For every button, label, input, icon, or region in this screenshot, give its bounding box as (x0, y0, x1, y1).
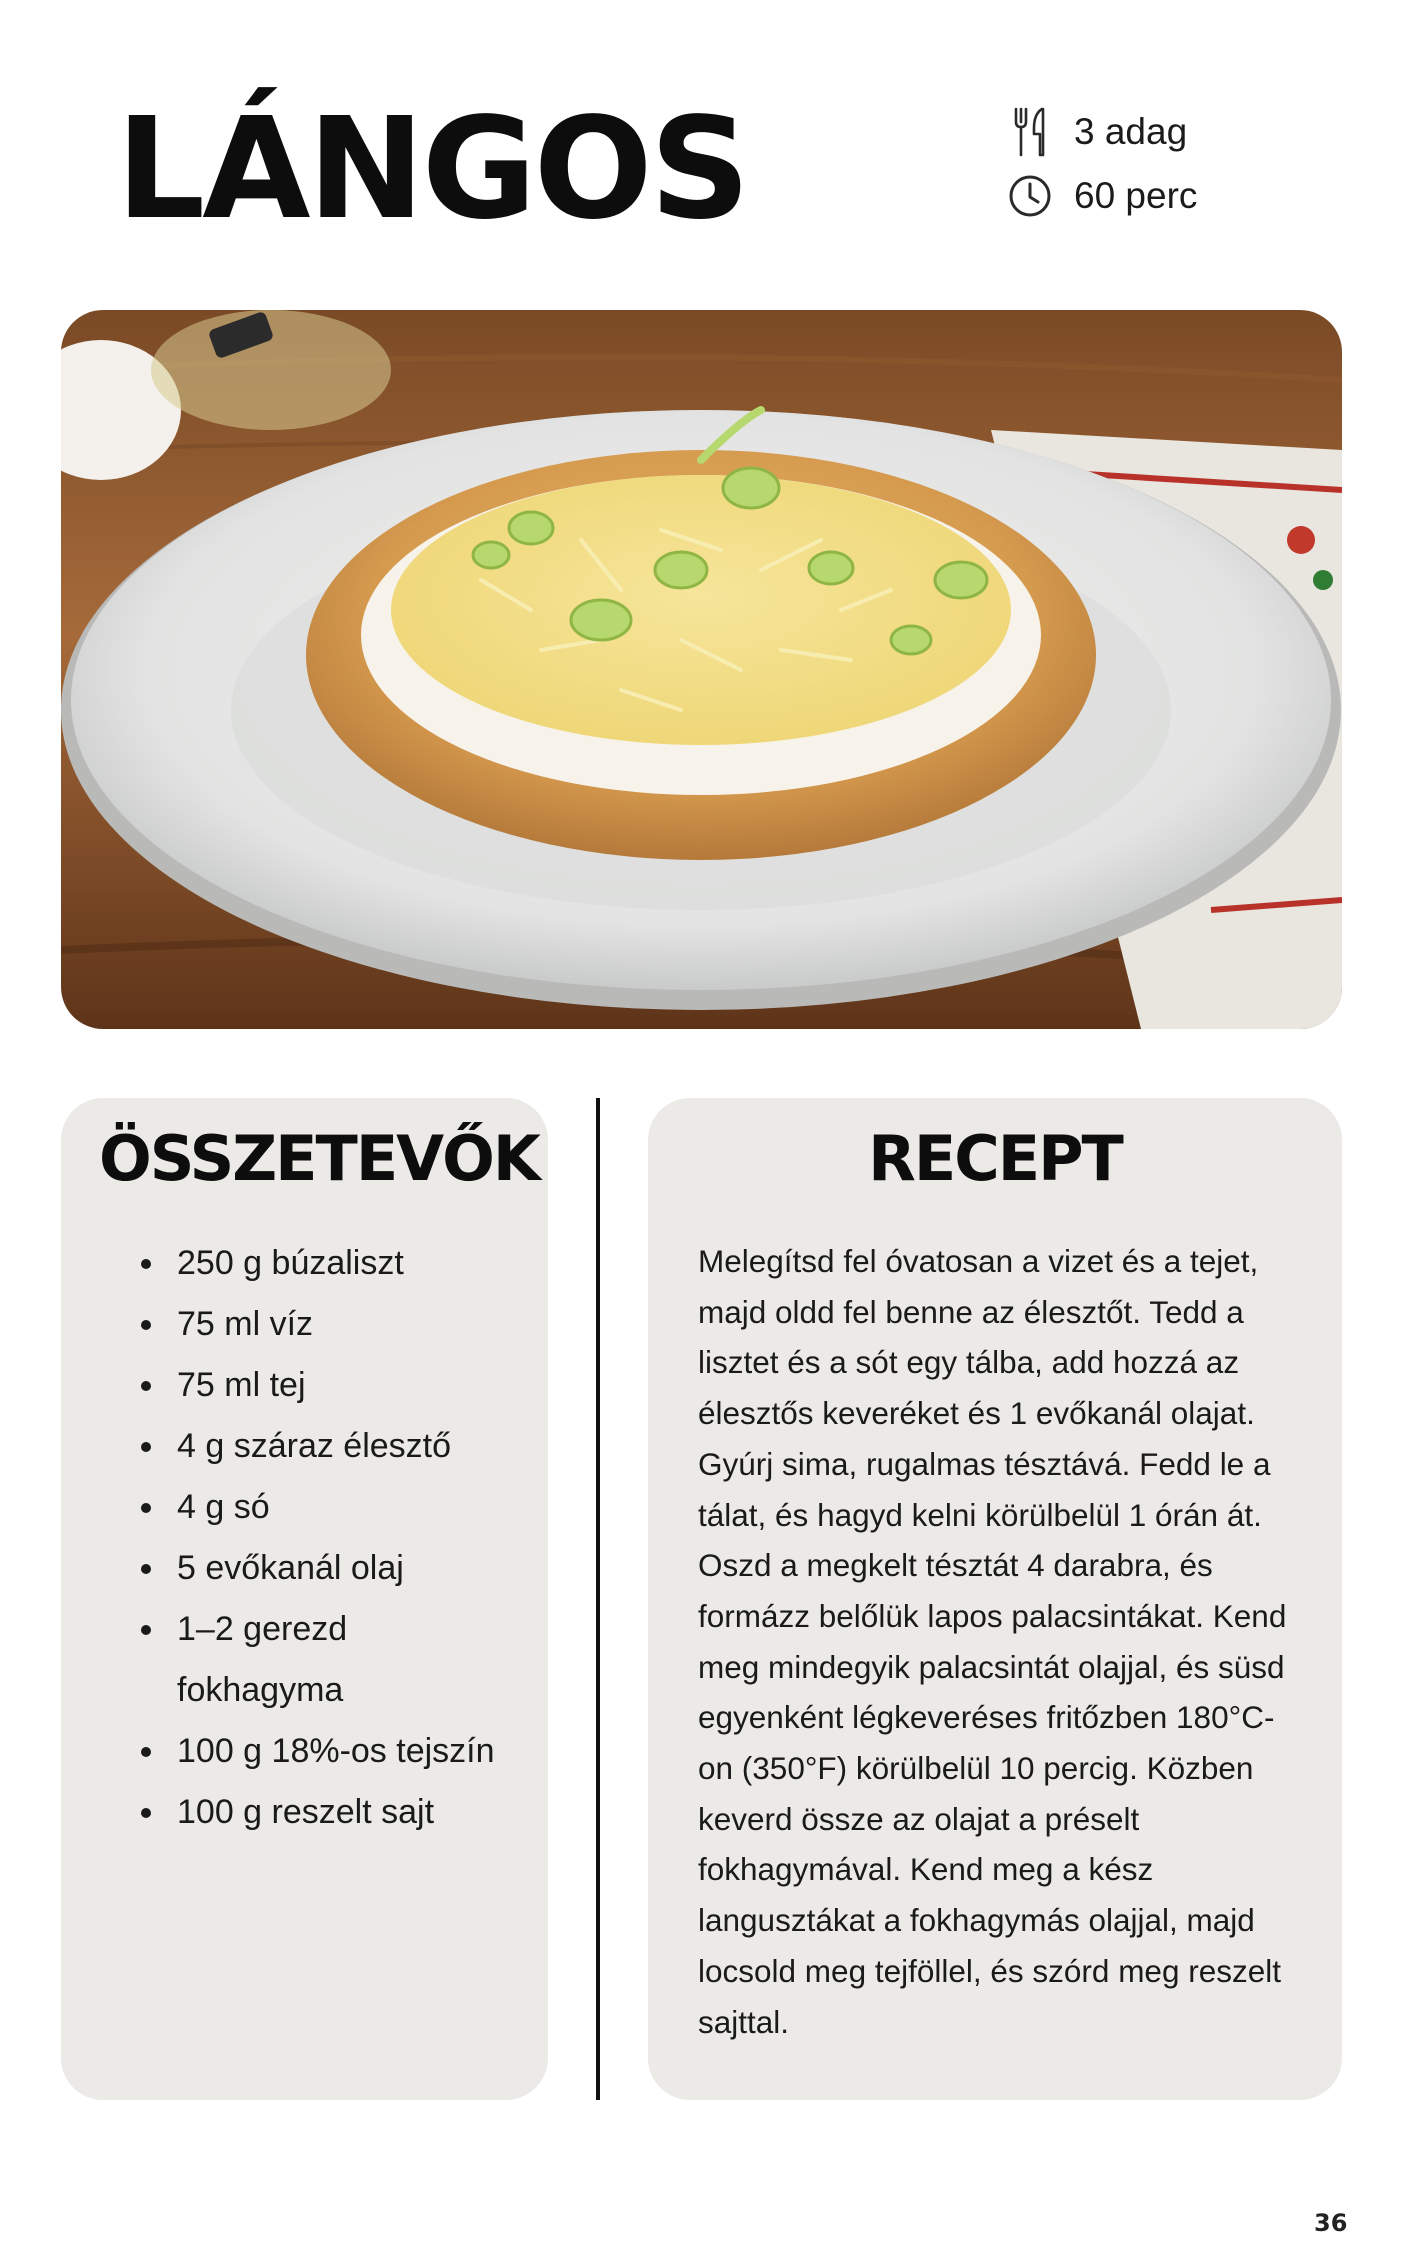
ingredients-heading: ÖSSZETEVŐK (99, 1122, 539, 1195)
page-number: 36 (1314, 2209, 1348, 2237)
food-photo (61, 310, 1342, 1029)
list-item: 100 g reszelt sajt (149, 1782, 519, 1843)
list-item: 1–2 gerezd fokhagyma (149, 1599, 519, 1721)
list-item: 250 g búzaliszt (149, 1233, 519, 1294)
ingredients-list (149, 1233, 519, 1843)
list-item: 75 ml tej (149, 1355, 519, 1416)
time-row (1008, 164, 1197, 228)
list-item: 4 g száraz élesztő (149, 1416, 519, 1477)
list-item: 4 g só (149, 1477, 519, 1538)
recipe-heading: RECEPT (868, 1122, 1122, 1195)
list-item: 100 g 18%-os tejszín (149, 1721, 519, 1782)
list-item: 75 ml víz (149, 1294, 519, 1355)
clock-icon (1008, 170, 1052, 222)
ingredients-card (61, 1098, 548, 2100)
recipe-instructions: Melegítsd fel óvatosan a vizet és a tejet, majd oldd fel benne az élesztőt. Tedd a lisztet és a sót egy tálba, add hozzá az élesztős keveréket és 1 evőkanál olajat. Gyúrj sima, rugalmas tésztává. Fedd le a tálat, és hagyd kelni körülbelül 1 órán át. Oszd a megkelt tésztát 4 darabra, és formázz belőlük lapos palacsintákat. Kend meg mindegyik palacsintát olajjal, és süsd egyenként légkeveréses fritőzben 180°C-on (350°F) körülbelül 10 percig. Közben keverd össze az olajat a préselt fokhagymával. Kend meg a kész langusztákat a fokhagymás olajjal, majd locsold meg tejföllel, és szórd meg reszelt sajttal. (698, 1243, 1287, 2040)
fork-knife-icon (1008, 106, 1052, 158)
page-title: LÁNGOS (116, 88, 748, 251)
column-divider (596, 1098, 600, 2100)
recipe-meta (1008, 100, 1197, 228)
list-item: 5 evőkanál olaj (149, 1538, 519, 1599)
recipe-card (648, 1098, 1342, 2100)
servings-text: 3 adag (1074, 111, 1188, 152)
servings-row (1008, 100, 1197, 164)
time-text: 60 perc (1074, 175, 1198, 216)
